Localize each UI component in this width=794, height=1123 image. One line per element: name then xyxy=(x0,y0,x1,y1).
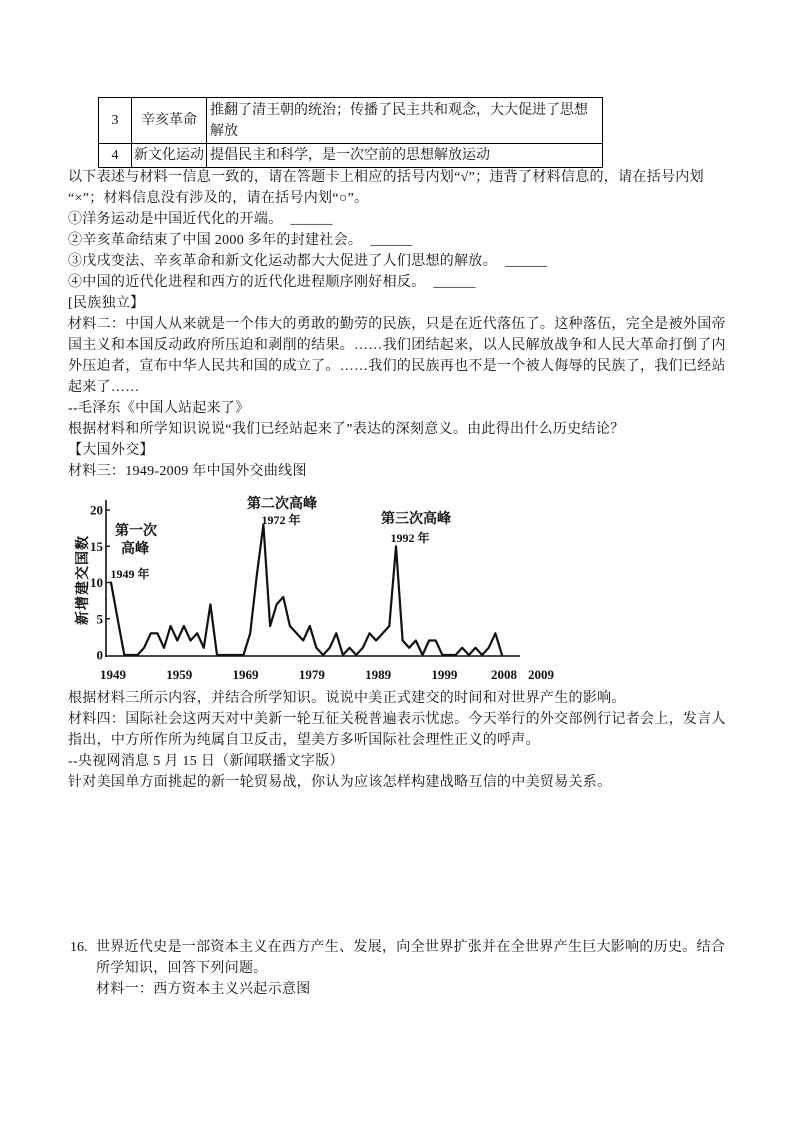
annotation-first-peak-year: 1949 年 xyxy=(110,567,150,581)
table-row xyxy=(99,98,603,144)
statement-2 xyxy=(68,230,726,251)
statement-4 xyxy=(68,272,726,293)
x-tick-label: 1969 xyxy=(232,667,259,682)
instruction-line: “×”；材料信息没有涉及的，请在括号内划“○”。 xyxy=(68,191,369,206)
question-16-stem-line xyxy=(68,937,725,958)
material2-source: --毛泽东《中国人站起来了》 xyxy=(68,401,250,416)
significance-cell xyxy=(207,144,603,168)
material2-line: 材料二：中国人从来就是一个伟大的勇敢的勤劳的民族，只是在近代落伍了。这种落伍，完全是被外国帝 xyxy=(68,317,726,332)
answer-blank: ______ xyxy=(433,275,476,290)
series-line xyxy=(111,525,502,656)
question-16-stem-line: 所学知识，回答下列问题。 xyxy=(96,961,268,976)
annotation-second-peak: 第二次高峰 xyxy=(247,496,317,512)
x-tick-label: 1989 xyxy=(365,667,392,682)
series-group xyxy=(110,523,503,656)
material4-line: 指出，中方所作所为纯属自卫反击，望美方多听国际社会理性正义的呼声。 xyxy=(68,733,540,748)
significance-line: 解放 xyxy=(210,123,238,139)
row-number-cell: 3 xyxy=(99,98,132,144)
question-block-2 xyxy=(68,688,726,793)
material2-line: 国主义和本国反动政府所压迫和剥削的结果。……我们团结起来，以人民解放战争和人民大革命打倒了内 xyxy=(68,338,726,353)
x-tick-label: 1979 xyxy=(298,667,325,682)
significance-cell xyxy=(207,98,603,144)
diplomacy-line-chart xyxy=(60,486,560,686)
statement-text: ④中国的近代化进程和西方的近代化进程顺序刚好相反。 xyxy=(68,275,426,290)
question-block-1 xyxy=(68,167,726,482)
material4-line: 材料四：国际社会这两天对中美新一轮互征关税普遍表示忧虑。今天举行的外交部例行记者会上，发言人 xyxy=(68,712,726,727)
y-axis-label: 新增建交国数 xyxy=(75,535,91,625)
question-stem-text: 世界近代史是一部资本主义在西方产生、发展，向全世界扩张并在全世界产生巨大影响的历史。结合 xyxy=(96,940,726,955)
question-16 xyxy=(68,937,725,1000)
significance-line: 提倡民主和科学，是一次空前的思想解放运动 xyxy=(210,148,490,163)
instruction-line: 以下表述与材料一信息一致的，请在答题卡上相应的括号内划“√”；违背了材料信息的，请在括号内划 xyxy=(68,170,704,185)
annotation-third-peak-year: 1992 年 xyxy=(390,531,430,545)
x-ticks xyxy=(100,667,518,682)
x-axis-end-label: 2009 xyxy=(528,667,554,682)
material2-question: 根据材料和所学知识说说“我们已经站起来了”表达的深刻意义。由此得出什么历史结论？ xyxy=(68,422,625,437)
y-tick-label: 0 xyxy=(96,647,103,663)
y-tick-label: 20 xyxy=(90,502,103,518)
material3-question: 根据材料三所示内容，并结合所学知识。说说中美正式建交的时间和对世界产生的影响。 xyxy=(68,691,626,706)
event-cell: 辛亥革命 xyxy=(132,98,207,144)
y-tick-label: 5 xyxy=(96,611,103,627)
annotation-first-peak-line2: 高峰 xyxy=(121,541,149,557)
x-tick-label: 1959 xyxy=(166,667,193,682)
statement-text: ①洋务运动是中国近代化的开端。 xyxy=(68,212,283,227)
x-tick-label: 1999 xyxy=(431,667,458,682)
x-tick-label: 1949 xyxy=(100,667,126,682)
y-tick-label: 15 xyxy=(90,538,103,554)
significance-line: 推翻了清王朝的统治；传播了民主共和观念，大大促进了思想 xyxy=(210,102,588,118)
events-table xyxy=(98,97,603,168)
table-row xyxy=(99,144,603,168)
statement-3 xyxy=(68,251,726,272)
x-tick-label: 2008 xyxy=(491,667,517,682)
section-heading-major-power-diplomacy: 【大国外交】 xyxy=(68,443,154,458)
event-cell: 新文化运动 xyxy=(132,144,207,168)
material2-line: 外压迫者，宣布中华人民共和国的成立了。……我们的民族再也不是一个被人侮辱的民族了，我们已经站 xyxy=(68,359,726,374)
row-number-cell: 4 xyxy=(99,144,132,168)
material4-question: 针对美国单方面挑起的新一轮贸易战，你认为应该怎样构建战略互信的中美贸易关系。 xyxy=(68,775,612,790)
statement-1 xyxy=(68,209,726,230)
material2-line: 起来了…… xyxy=(68,380,140,395)
y-tick-label: 10 xyxy=(90,575,103,590)
annotation-third-peak: 第三次高峰 xyxy=(381,511,451,527)
y-ticks xyxy=(90,503,110,663)
answer-blank: ______ xyxy=(290,212,333,227)
statement-text: ③戊戌变法、辛亥革命和新文化运动都大大促进了人们思想的解放。 xyxy=(68,254,497,269)
statement-text: ②辛亥革命结束了中国 2000 多年的封建社会。 xyxy=(68,233,363,248)
material4-source: --央视网消息 5 月 15 日（新闻联播文字版） xyxy=(68,754,344,769)
question-number: 16. xyxy=(70,940,88,955)
annotation-second-peak-year: 1972 年 xyxy=(261,513,301,527)
material3-caption: 材料三：1949-2009 年中国外交曲线图 xyxy=(68,464,307,479)
annotation-first-peak-line1: 第一次 xyxy=(115,523,157,539)
answer-blank: ______ xyxy=(370,233,413,248)
material1-caption: 材料一：西方资本主义兴起示意图 xyxy=(96,982,311,997)
answer-blank: ______ xyxy=(505,254,547,269)
section-heading-national-independence: [民族独立】 xyxy=(68,296,145,311)
